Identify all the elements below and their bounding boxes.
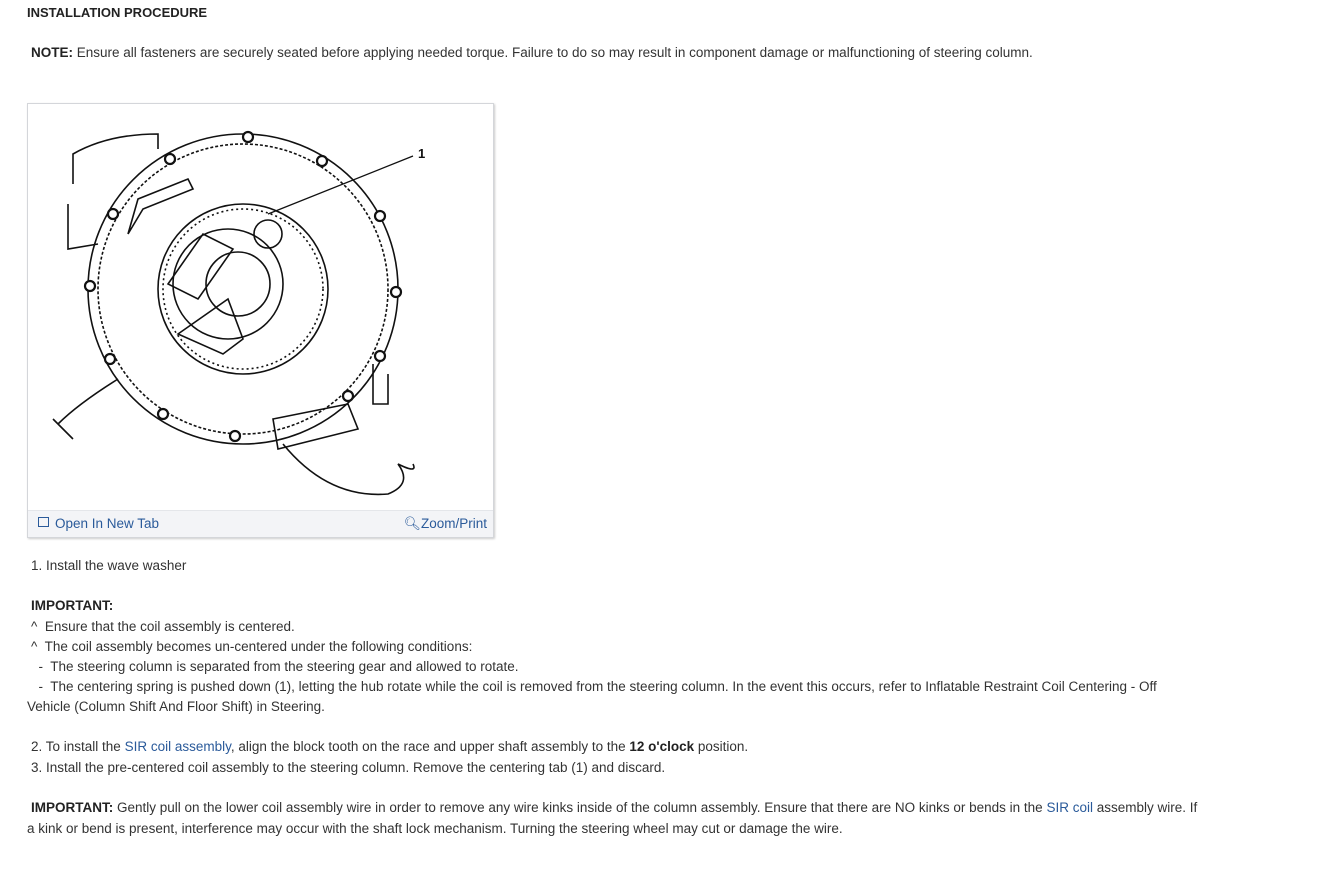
important2-post: assembly wire. If (1092, 800, 1198, 815)
sub-bullet: - The centering spring is pushed down (1), letting the hub rotate while the coil is removed from the steering column. In the event this occurs, refer to Inflatable Restraint Coil Centering - Off (31, 679, 1157, 694)
important-label (31, 596, 113, 616)
step-1: 1. Install the wave washer (31, 558, 187, 573)
note (31, 43, 1033, 63)
important-2 (31, 798, 1197, 818)
figure-toolbar (28, 510, 493, 537)
step2-post: position. (694, 739, 749, 754)
zoom-print-link[interactable] (404, 516, 487, 532)
sir-coil-link[interactable]: SIR coil (1046, 800, 1093, 815)
step2-mid: , align the block tooth on the race and upper shaft assembly to the (230, 739, 630, 754)
sir-coil-assembly-link[interactable]: SIR coil assembly (124, 739, 231, 754)
zoom-label: Zoom/Print (420, 516, 487, 531)
step-2 (31, 737, 748, 757)
step-3: 3. Install the pre-centered coil assembly to the steering column. Remove the centering tab (1) and discard. (31, 760, 666, 775)
step2-pre: 2. To install the (31, 739, 125, 754)
sub-bullet-cont: Vehicle (Column Shift And Floor Shift) in Steering. (27, 699, 325, 714)
callout-1: 1 (418, 146, 426, 161)
open-label: Open In New Tab (55, 516, 160, 531)
open-in-new-tab-link[interactable] (38, 516, 159, 531)
coil-assembly-diagram (28, 104, 493, 509)
important2-pre: Gently pull on the lower coil assembly wire in order to remove any wire kinks inside of the column assembly. Ensure that there are NO kinks or bends in the (113, 800, 1047, 815)
important-2-cont: a kink or bend is present, interference may occur with the shaft lock mechanism. Turning the steering wheel may cut or damage the wire. (27, 821, 843, 836)
sub-bullet: - The steering column is separated from the steering gear and allowed to rotate. (31, 659, 519, 674)
open-new-tab-icon (38, 517, 49, 527)
section-heading: INSTALLATION PROCEDURE (27, 5, 208, 20)
note-label: NOTE: (31, 45, 73, 60)
note-text: Ensure all fasteners are securely seated before applying needed torque. Failure to do so may result in component damage or malfunctioning of steering column. (73, 45, 1033, 60)
important2-label: IMPORTANT: (31, 800, 114, 815)
figure (27, 103, 494, 538)
important-label-text: IMPORTANT: (31, 598, 114, 613)
bullet: ^ The coil assembly becomes un-centered under the following conditions: (31, 639, 473, 654)
step2-bold: 12 o'clock (629, 739, 695, 754)
bullet: ^ Ensure that the coil assembly is centered. (31, 619, 295, 634)
magnifier-plus-icon: 🔍︎ (403, 516, 421, 531)
